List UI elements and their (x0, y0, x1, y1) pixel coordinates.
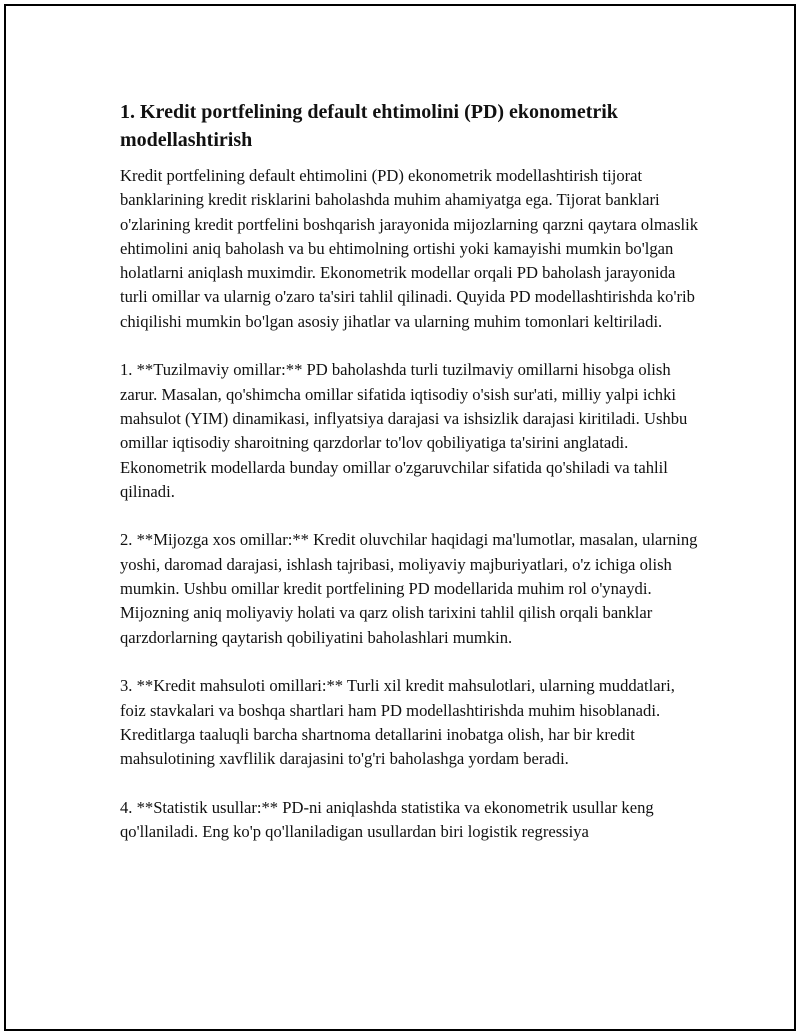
document-title: 1. Kredit portfelining default ehtimolini (PD) ekonometrik modellashtirish (120, 101, 618, 151)
document-content (120, 98, 700, 869)
paragraph-credit-product-factors: 3. **Kredit mahsuloti omillari:** Turli xil kredit mahsulotlari, ularning muddatlari, foiz stavkalari va boshqa shartlari ham PD modellashtirishda muhim hisoblanadi. Kreditlarga taaluqli barcha shartnoma detallarini inobatga olish, har bir kredit mahsulotining xavflilik darajasini to'g'ri baholashga yordam beradi. (120, 676, 675, 769)
intro-paragraph: Kredit portfelining default ehtimolini (PD) ekonometrik modellashtirish tijorat banklarining kredit risklarini baholashda muhim ahamiyatga ega. Tijorat banklari o'zlarining kredit portfelini boshqarish jarayonida mijozlarning qarzni qaytara olmaslik ehtimolini aniq baholash va bu ehtimolning ortishi yoki kamayishi mumkin bo'lgan holatlarni aniqlash muximdir. Ekonometrik modellar orqali PD baholash jarayonida turli omillar va ularnig o'zaro ta'siri tahlil qilinadi. Quyida PD modellashtirishda ko'rib chiqilishi mumkin bo'lgan asosiy jihatlar va ularning muhim tomonlari keltiriladi. (120, 166, 699, 331)
document-page (4, 4, 796, 1031)
paragraph-statistical-methods: 4. **Statistik usullar:** PD-ni aniqlashda statistika va ekonometrik usullar keng qo'llaniladi. Eng ko'p qo'llaniladigan usullardan biri logistik regressiya (120, 797, 654, 842)
paragraph-client-factors: 2. **Mijozga xos omillar:** Kredit oluvchilar haqidagi ma'lumotlar, masalan, ularning yoshi, daromad darajasi, ishlash tajribasi, moliyaviy majburiyatlari, o'z ichiga olish mumkin. Ushbu omillar kredit portfelining PD modellarida muhim rol o'ynaydi. Mijozning aniq moliyaviy holati va qarz olish tarixini tahlil qilish orqali banklar qarzdorlarning qaytarish qobiliyatini baholashlari mumkin. (120, 530, 698, 647)
paragraph-structural-factors: 1. **Tuzilmaviy omillar:** PD baholashda turli tuzilmaviy omillarni hisobga olish zarur. Masalan, qo'shimcha omillar sifatida iqtisodiy o'sish sur'ati, milliy yalpi ichki mahsulot (YIM) dinamikasi, inflyatsiya darajasi va ishsizlik darajasi kiritiladi. Ushbu omillar iqtisodiy sharoitning qarzdorlar to'lov qobiliyatiga ta'sirini anglatadi. Ekonometrik modellarda bunday omillar o'zgaruvchilar sifatida qo'shiladi va tahlil qilinadi. (120, 360, 688, 501)
